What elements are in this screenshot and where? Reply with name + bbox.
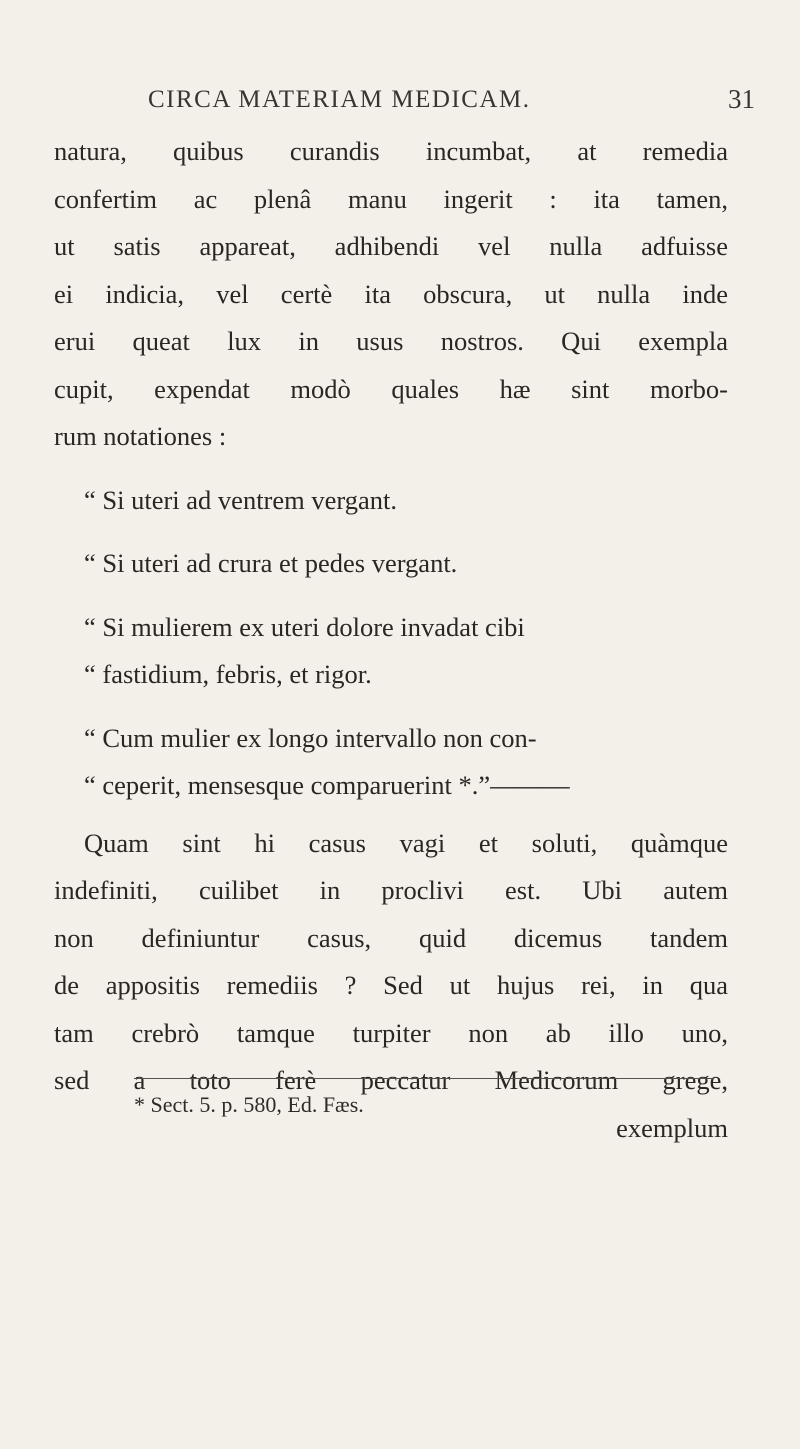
text-line: confertim ac plenâ manu ingerit : ita tamen,: [54, 183, 728, 214]
footnote: * Sect. 5. p. 580, Ed. Fæs.: [134, 1092, 364, 1117]
text-line: indefiniti, cuilibet in proclivi est. Ubi autem: [54, 875, 728, 905]
quote-line: “ Cum mulier ex longo intervallo non con-: [84, 722, 537, 753]
page-number: 31: [728, 84, 755, 114]
text-line: cupit, expendat modò quales hæ sint morbo-: [54, 373, 728, 404]
paragraph-intro: [54, 128, 728, 461]
quote-line: “ Si uteri ad crura et pedes vergant.: [84, 548, 458, 578]
text-line: erui queat lux in usus nostros. Qui exempla: [54, 326, 728, 356]
text-line: sed a toto ferè peccatur Medicorum grege,: [54, 1065, 728, 1095]
text-line: rum notationes :: [54, 421, 227, 451]
quote-line: “ Si mulierem ex uteri dolore invadat cibi: [84, 611, 525, 642]
text-line: natura, quibus curandis incumbat, at remedia: [54, 136, 728, 166]
footnote-rule: [134, 1078, 714, 1079]
running-head: CIRCA MATERIAM MEDICAM.: [148, 86, 531, 113]
text-line: de appositis remediis ? Sed ut hujus rei, in qua: [54, 970, 728, 1000]
quote-line: “ fastidium, febris, et rigor.: [84, 659, 372, 689]
text-line: ei indicia, vel certè ita obscura, ut nulla inde: [54, 278, 728, 309]
text-line: non definiuntur casus, quid dicemus tandem: [54, 922, 728, 953]
quote-line: “ ceperit, mensesque comparuerint *.”———: [84, 770, 570, 800]
quote-block: [54, 715, 728, 810]
text-line: ut satis appareat, adhibendi vel nulla adfuisse: [54, 231, 728, 261]
quote-line: “ Si uteri ad ventrem vergant.: [84, 484, 397, 515]
main-text: [54, 128, 728, 1152]
text-line: Quam sint hi casus vagi et soluti, quàmque: [84, 827, 728, 858]
quote-block: [54, 604, 728, 699]
catchword: exemplum: [616, 1112, 728, 1143]
text-line: tam crebrò tamque turpiter non ab illo uno,: [54, 1017, 728, 1048]
